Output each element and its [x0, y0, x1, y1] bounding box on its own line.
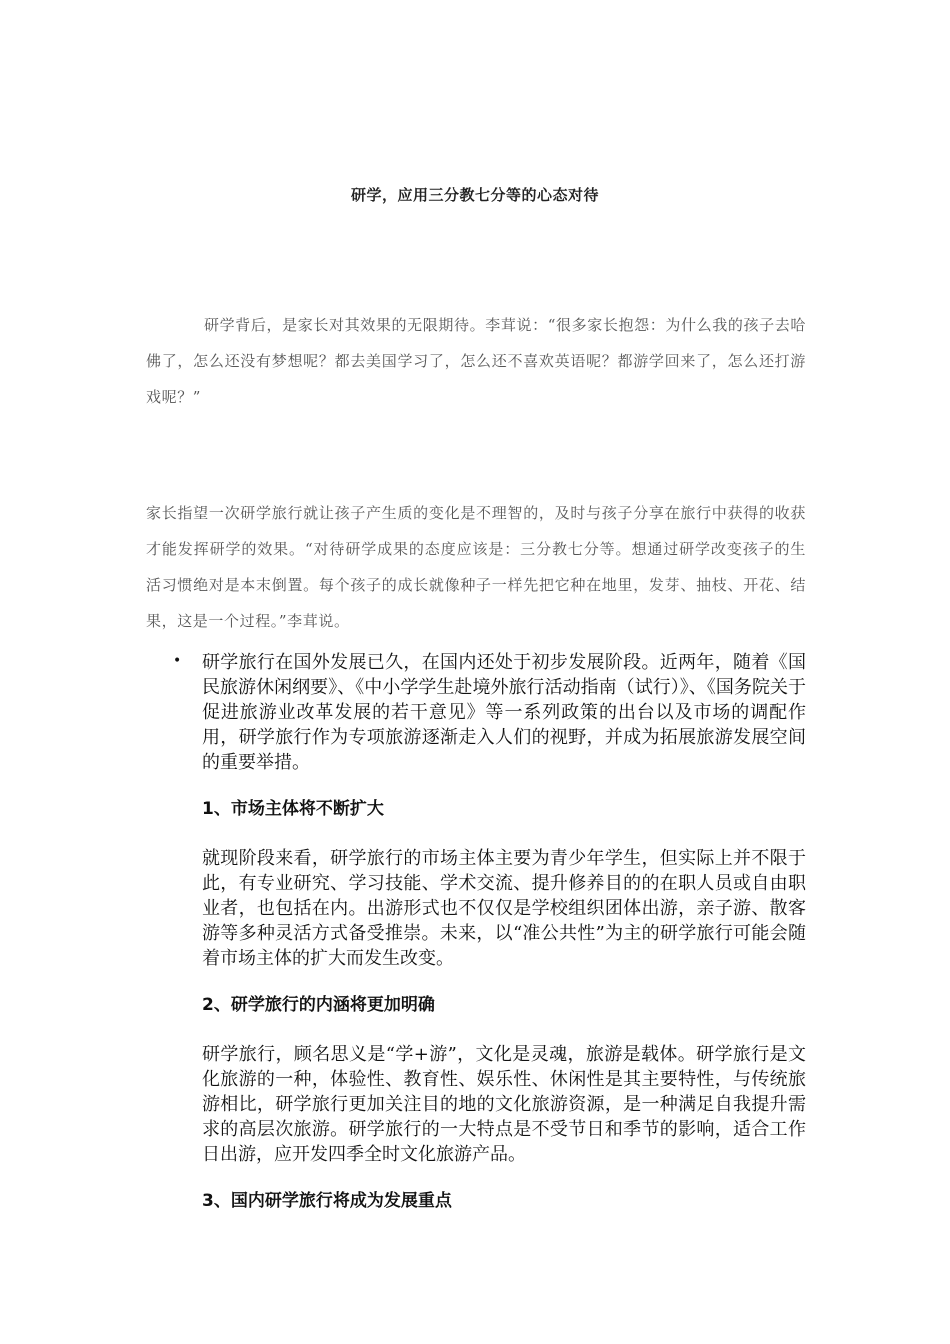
- paragraph-three-teach-seven-wait: 家长指望一次研学旅行就让孩子产生质的变化是不理智的，及时与孩子分享在旅行中获得的收获才能发挥研学的效果。“对待研学成果的态度应该是：三分教七分等。想通过研学改变孩子的生活习惯绝对是本末倒置。每个孩子的成长就像种子一样先把它种在地里，发芽、抽枝、开花、结果，这是一个过程。”李茸说。: [146, 504, 806, 630]
- bullet-marker: •: [173, 653, 182, 669]
- section-heading-1: 1、市场主体将不断扩大: [202, 799, 384, 819]
- section-body-2: 研学旅行，顾名思义是“学+游”，文化是灵魂，旅游是载体。研学旅行是文化旅游的一种，体验性、教育性、娱乐性、休闲性是其主要特性，与传统旅游相比，研学旅行更加关注目的地的文化旅游资源，是一种满足自我提升需求的高层次旅游。研学旅行的一大特点是不受节日和季节的影响，适合工作日出游，应开发四季全时文化旅游产品。: [202, 1044, 806, 1165]
- list-item: [160, 650, 820, 1214]
- list-item-body: [202, 650, 806, 1214]
- paragraph-parent-expectations: 研学背后，是家长对其效果的无限期待。李茸说：“很多家长抱怨：为什么我的孩子去哈佛了，怎么还没有梦想呢？都去美国学习了，怎么还不喜欢英语呢？都游学回来了，怎么还打游戏呢？”: [146, 316, 806, 406]
- section-heading-2: 2、研学旅行的内涵将更加明确: [202, 995, 435, 1015]
- bulleted-list: [160, 650, 820, 1238]
- document-title: 研学，应用三分教七分等的心态对待: [350, 186, 599, 204]
- list-intro-paragraph: 研学旅行在国外发展已久，在国内还处于初步发展阶段。近两年，随着《国民旅游休闲纲要》、《中小学学生赴境外旅行活动指南（试行）》、《国务院关于促进旅游业改革发展的若干意见》等一系列政策的出台以及市场的调配作用，研学旅行作为专项旅游逐渐走入人们的视野，并成为拓展旅游发展空间的重要举措。: [202, 652, 806, 773]
- section-body-1: 就现阶段来看，研学旅行的市场主体主要为青少年学生，但实际上并不限于此，有专业研究、学习技能、学术交流、提升修养目的的在职人员或自由职业者，也包括在内。出游形式也不仅仅是学校组织团体出游，亲子游、散客游等多种灵活方式备受推崇。未来，以“准公共性”为主的研学旅行可能会随着市场主体的扩大而发生改变。: [202, 848, 806, 969]
- section-heading-3: 3、国内研学旅行将成为发展重点: [202, 1191, 452, 1211]
